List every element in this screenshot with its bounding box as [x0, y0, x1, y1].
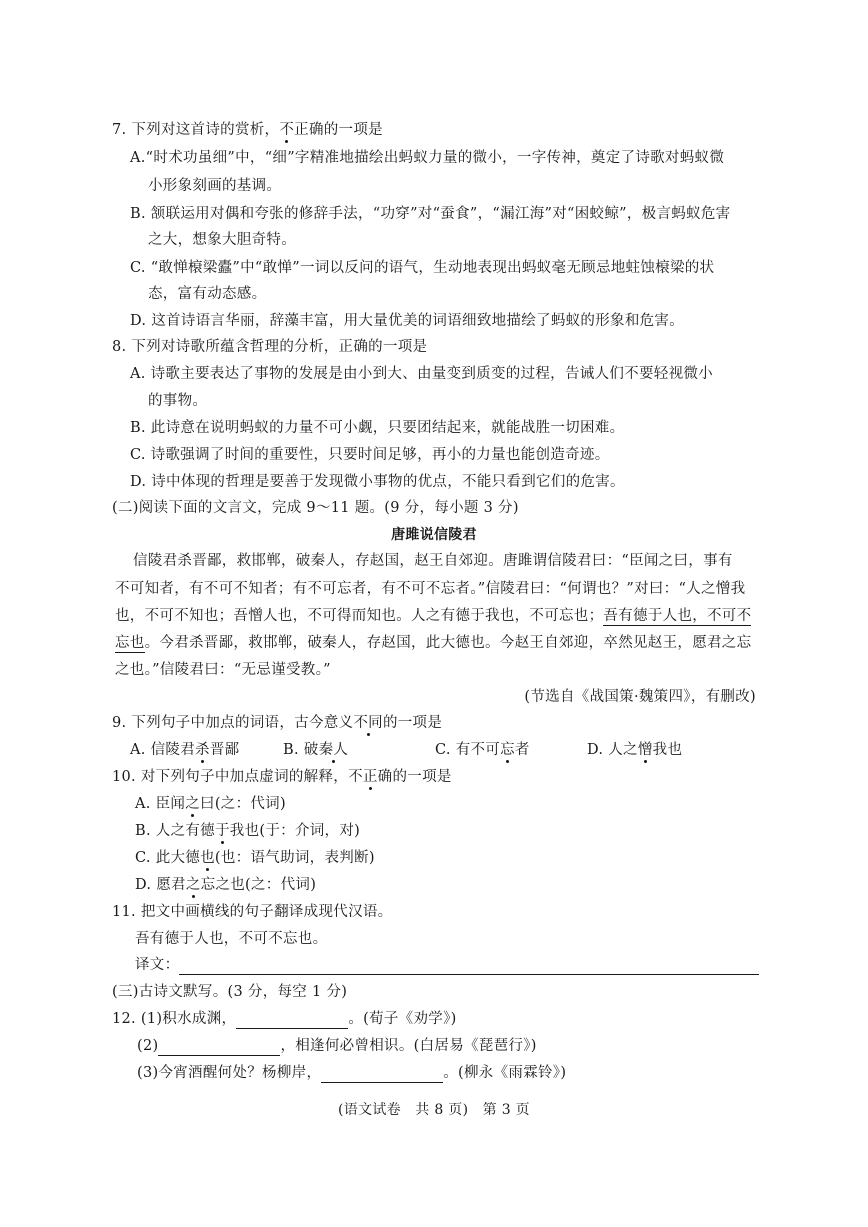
q9-option-c: [435, 740, 530, 760]
q7-option-b-cont: 之大，想象大胆奇特。: [148, 232, 296, 248]
passage-line-5: 之也。”信陵君曰：“无忌谨受教。”: [115, 662, 331, 678]
q12-blank-1[interactable]: [236, 1012, 348, 1029]
q11-answer-label: 译文：: [135, 957, 180, 973]
q8-option-d: D. 诗中体现的哲理是要善于发现微小事物的优点，不能只看到它们的危害。: [130, 474, 625, 490]
q7-stem: [112, 120, 383, 140]
q11-stem: 11. 把文中画横线的句子翻译成现代汉语。: [112, 904, 393, 920]
q10-option-b: [135, 821, 360, 841]
q12-line-3-source: 。(柳永《雨霖铃》): [443, 1065, 567, 1081]
q8-stem: 8. 下列对诗歌所蕴含哲理的分析，正确的一项是: [112, 339, 428, 355]
q12-blank-3[interactable]: [321, 1066, 443, 1083]
q10-option-c-dotted: 也: [200, 850, 215, 866]
section3-heading: (三)古诗文默写。(3 分，每空 1 分): [112, 984, 348, 1000]
passage-line-4: [115, 633, 755, 653]
q10-option-c-text-end: (也：语气助词，表判断): [214, 850, 375, 866]
q10-stem-text-end: 的一项是: [392, 769, 452, 785]
q12-line-3-text: (3)今宵酒醒何处？杨柳岸，: [137, 1065, 322, 1081]
q10-option-a: [135, 794, 286, 814]
q9-option-b-dotted: 秦人: [318, 742, 349, 758]
passage-line-2: 不可知者，有不可不知者；有不可忘者，有不可不忘者。”信陵君曰：“何谓也？”对曰：“人之憎我: [115, 581, 746, 597]
q9-option-d-text-end: 我也: [652, 742, 683, 758]
q7-option-c-cont: 态，富有动态感。: [148, 286, 267, 302]
passage-line-1: 信陵君杀晋鄙，救邯郸，破秦人，存赵国，赵王自郊迎。唐雎谓信陵君曰：“臣闻之曰，事有: [133, 553, 733, 569]
passage-line-4-text: 。今君杀晋鄙，救邯郸，破秦人，存赵国，此大德也。今赵王自郊迎，卒然见赵王，愿君之忘: [144, 635, 752, 651]
underlined-sentence: 吾有德于人也，不可不: [603, 608, 752, 624]
q9-option-b: [283, 740, 348, 760]
passage-source: (节选自《战国策·魏策四》，有删改): [524, 689, 756, 705]
q10-option-d-text: D. 愿君: [135, 877, 186, 893]
q8-option-c: C. 诗歌强调了时间的重要性，只要时间足够，再小的力量也能创造奇迹。: [130, 447, 610, 463]
q9-option-c-dotted: 忘: [500, 742, 515, 758]
q10-option-a-dotted: 之: [185, 796, 201, 812]
q7-option-a-cont: 小形象刻画的基调。: [148, 178, 282, 194]
q10-option-a-text: A. 臣闻: [135, 796, 186, 812]
q9-stem-emphasis: [353, 715, 383, 731]
q12-line-2-source: ，相逢何必曾相识。(白居易《琵琶行》): [280, 1038, 537, 1054]
q10-stem-emphasis: 不正确: [348, 769, 393, 785]
q7-stem-text: 7. 下列对这首诗的赏析，: [112, 122, 280, 138]
q9-option-d-dotted: 憎: [637, 742, 653, 758]
q10-stem: [112, 767, 452, 787]
q7-stem-text-end: 正确的一项是: [294, 122, 383, 138]
q10-option-d-dotted: 之: [185, 877, 201, 893]
q9-stem-emphasis-text: 不同: [353, 715, 383, 731]
q9-option-c-text: C. 有不可: [435, 742, 501, 758]
q12-line-1-source: 。(荀子《劝学》): [348, 1011, 457, 1027]
q10-option-d-text-end: 忘之也(之：代词): [200, 877, 317, 893]
q8-option-a: A. 诗歌主要表达了事物的发展是由小到大、由量变到质变的过程，告诫人们不要轻视微小: [130, 366, 713, 382]
q12-line-2: [137, 1036, 537, 1056]
q9-stem: [112, 713, 442, 733]
q9-option-d-text: D. 人之: [587, 742, 638, 758]
q7-option-a: A.“时术功虽细”中，“细”字精准地描绘出蚂蚁力量的微小，一字传神，奠定了诗歌对蚂蚁微: [130, 150, 725, 166]
q10-stem-text: 10. 对下列句子中加点虚词的解释，: [112, 769, 349, 785]
q9-option-a-text: A. 信陵君: [130, 742, 195, 758]
q12-line-1-text: 12. (1)积水成渊，: [112, 1011, 237, 1027]
q9-option-c-text-end: 者: [514, 742, 530, 758]
passage-line-3: [115, 606, 755, 626]
q12-line-2-num: (2): [137, 1038, 159, 1054]
q10-option-a-text-end: 曰(之：代词): [200, 796, 286, 812]
q8-option-a-cont: 的事物。: [148, 393, 208, 409]
q10-option-c-text: C. 此大德: [135, 850, 201, 866]
passage-line-3-text: 也，不可不知也；吾憎人也，不可得而知也。人之有德于我也，不可忘也；: [115, 608, 604, 624]
q10-option-b-text-end: 我也(于：介词，对): [229, 823, 361, 839]
q9-option-a: [130, 740, 239, 760]
q7-stem-emphasis: 不: [279, 122, 295, 138]
q10-option-d: [135, 875, 316, 895]
q10-option-b-dotted: 于: [214, 823, 230, 839]
q9-option-a-text-end: 晋鄙: [209, 742, 240, 758]
q7-option-b: B. 颔联运用对偶和夸张的修辞手法，“功穿”对“蚕食”，“漏江海”对“困蛟鲸”，极言蚂蚁危害: [130, 206, 731, 222]
q7-option-d: D. 这首诗语言华丽，辞藻丰富，用大量优美的词语细致地描绘了蚂蚁的形象和危害。: [130, 313, 685, 329]
passage-title: 唐雎说信陵君: [391, 527, 477, 543]
q9-option-b-text: B. 破: [283, 742, 319, 758]
q7-option-c: C. “敢惮榱梁蠹”中“敢惮”一词以反问的语气，生动地表现出蚂蚁毫无顾忌地蛀蚀榱梁的状: [130, 260, 715, 276]
q9-stem-text: 9. 下列句子中加点的词语，古今意义: [112, 715, 354, 731]
q12-line-3: [137, 1063, 566, 1083]
q12-line-1: [112, 1009, 457, 1029]
q11-answer-row: [135, 955, 759, 975]
q10-option-c: [135, 848, 375, 868]
q12-blank-2[interactable]: [158, 1039, 280, 1056]
q8-option-b: B. 此诗意在说明蚂蚁的力量不可小觑，只要团结起来，就能战胜一切困难。: [130, 420, 625, 436]
underlined-sentence-end: 忘也: [115, 635, 145, 651]
q9-option-d: [587, 740, 682, 760]
q9-stem-text-end: 的一项是: [382, 715, 443, 731]
q11-sentence: 吾有德于人也，不可不忘也。: [135, 931, 328, 947]
page-footer: (语文试卷 共 8 页) 第 3 页: [338, 1102, 530, 1118]
q11-answer-field[interactable]: [179, 958, 759, 975]
section2-heading: (二)阅读下面的文言文，完成 9～11 题。(9 分，每小题 3 分): [112, 500, 519, 516]
q9-option-a-dotted: 杀: [195, 742, 210, 758]
q10-option-b-text: B. 人之有德: [135, 823, 215, 839]
